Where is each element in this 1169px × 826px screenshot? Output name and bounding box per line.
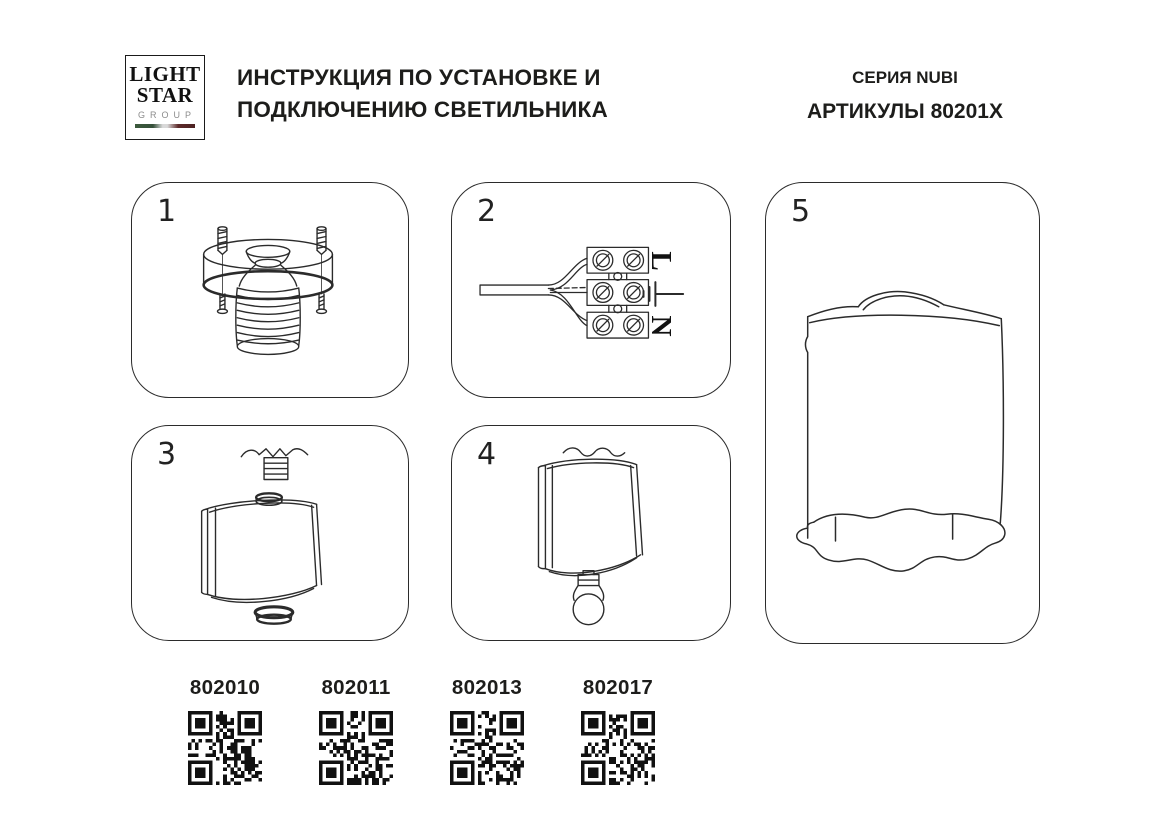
bulb-installation-diagram (452, 426, 730, 640)
logo-flag-bar (135, 124, 195, 128)
qr-code (188, 711, 262, 785)
earth-ground-icon (644, 282, 684, 306)
logo-word-star: STAR (136, 83, 194, 107)
step-number-3: 3 (157, 437, 177, 472)
step-number-4: 4 (477, 437, 497, 472)
article-code: 802017 (582, 676, 654, 699)
step-number-2: 2 (477, 194, 497, 229)
article-code: 802010 (189, 676, 261, 699)
step-panel-5 (765, 182, 1040, 644)
step-number-1: 1 (157, 194, 177, 229)
page-title-line1: ИНСТРУКЦИЯ ПО УСТАНОВКЕ И (237, 65, 601, 90)
articles-heading: АРТИКУЛЫ 80201X (807, 100, 1003, 123)
qr-code (581, 711, 655, 785)
step-panel-4 (451, 425, 731, 641)
assembled-lamp-diagram (766, 183, 1039, 643)
series-block (780, 68, 1030, 124)
series-label: СЕРИЯ NUBI (852, 68, 958, 87)
neutral-wire-label: N (645, 315, 677, 337)
lightstar-logo (125, 55, 205, 140)
article-code: 802013 (451, 676, 523, 699)
shade-attachment-diagram (132, 426, 408, 640)
terminal-block-wiring-diagram (452, 183, 730, 397)
article-column (188, 676, 262, 785)
step-panel-1 (131, 182, 409, 398)
mounting-base-diagram (132, 183, 408, 397)
qr-code (450, 711, 524, 785)
article-code: 802011 (321, 676, 391, 699)
live-wire-label: L (645, 251, 677, 271)
logo-word-light: LIGHT (129, 62, 201, 86)
logo-word-group: GROUP (137, 110, 196, 120)
step-panel-3 (131, 425, 409, 641)
step-number-5: 5 (791, 194, 811, 229)
page-title-line2: ПОДКЛЮЧЕНИЮ СВЕТИЛЬНИКА (237, 97, 608, 122)
page-title (237, 62, 667, 126)
article-column (581, 676, 655, 785)
article-column (319, 676, 393, 785)
article-column (450, 676, 524, 785)
step-panel-2 (451, 182, 731, 398)
qr-code (319, 711, 393, 785)
